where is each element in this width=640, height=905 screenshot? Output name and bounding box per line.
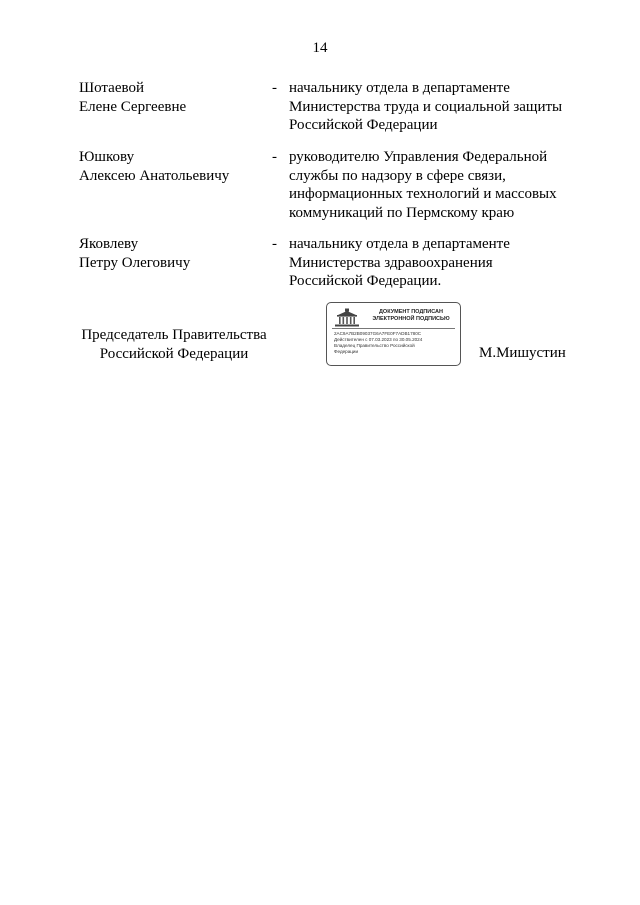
stamp-divider [332,328,455,329]
appointee-role [289,148,579,222]
name-line: Петру Олеговичу [79,254,191,271]
name-line: Елене Сергеевне [79,98,187,115]
appointee-role [289,79,579,135]
dash-separator: - [272,80,277,96]
role-line: коммуникаций по Пермскому краю [289,204,515,221]
name-line: Алексею Анатольевичу [79,167,230,184]
stamp-title-line: ЭЛЕКТРОННОЙ ПОДПИСЬЮ [372,316,450,322]
signatory-position [79,326,269,363]
stamp-title [365,309,457,323]
appointee-name [79,235,269,272]
position-line: Председатель Правительства [81,327,267,343]
role-line: информационных технологий и массовых [289,186,557,202]
stamp-owner-line: Владелец Правительство Российской [334,343,415,348]
name-line: Шотаевой [79,80,144,96]
role-line: руководителю Управления Федеральной [289,149,548,165]
stamp-certificate: 2AC9A7B2B09037G6A7FE0F7ADB1780C [334,331,422,336]
government-building-icon [332,308,362,328]
position-line: Российской Федерации [99,345,249,362]
appointee-name [79,79,269,116]
role-line: начальнику отдела в департаменте [289,80,510,96]
dash-separator: - [272,149,277,165]
page-number: 14 [312,40,328,56]
dash-separator: - [272,236,277,252]
name-line: Юшкову [79,149,135,165]
role-line: Российской Федерации. [289,273,442,289]
role-line: Министерства здравоохранения [289,254,493,271]
signer-name: М.Мишустин [479,345,566,361]
role-line: Министерства труда и социальной защиты [289,98,563,115]
stamp-owner-line: Федерации [334,349,359,354]
role-line: начальнику отдела в департаменте [289,236,510,252]
role-line: Российской Федерации [289,117,438,133]
appointee-name [79,148,269,185]
stamp-title-line: ДОКУМЕНТ ПОДПИСАН [379,309,443,315]
role-line: службы по надзору в сфере связи, [289,167,506,184]
name-line: Яковлеву [79,236,139,252]
stamp-details [334,331,456,355]
electronic-signature-stamp [326,302,461,366]
stamp-validity: Действителен с 07.03.2023 по 30.05.2024 [334,337,423,342]
appointee-role [289,235,579,291]
